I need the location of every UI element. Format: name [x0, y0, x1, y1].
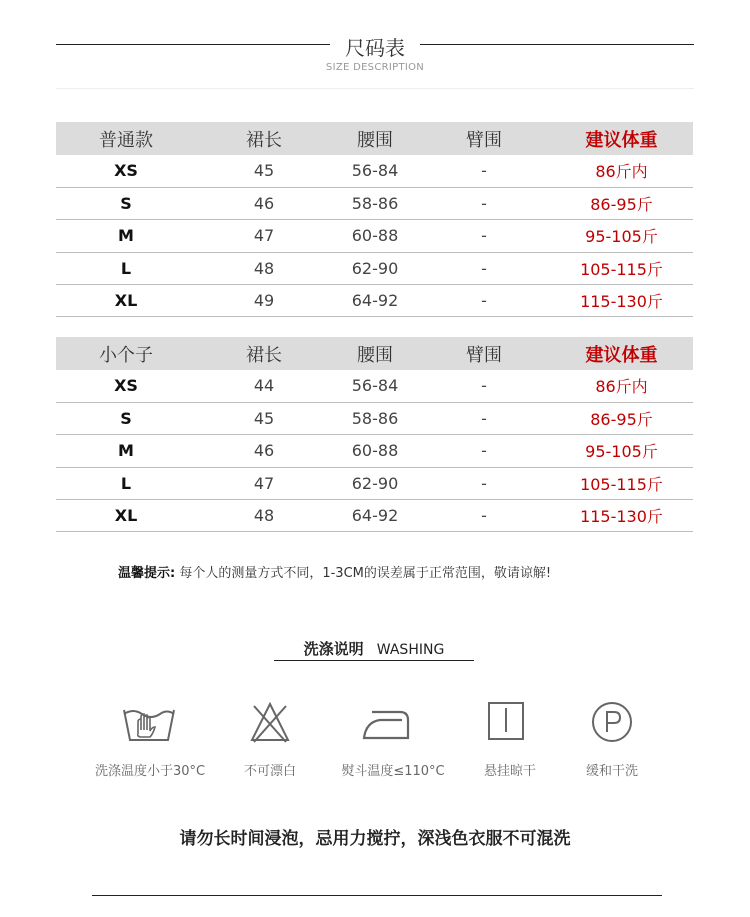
table-row — [56, 252, 693, 284]
column-header-fit: 普通款 — [56, 122, 196, 155]
size-cell: S — [56, 187, 196, 219]
table-row — [56, 435, 693, 467]
size-cell: XL — [56, 285, 196, 317]
iron-icon — [360, 700, 404, 744]
hand-wash-icon — [120, 700, 164, 744]
weight-cell: 105-115斤 — [550, 467, 693, 499]
length-cell: 46 — [196, 187, 332, 219]
tip-text: 每个人的测量方式不同，1-3CM的误差属于正常范围，敬请谅解! — [179, 566, 552, 581]
washing-section-title — [274, 638, 474, 662]
waist-cell: 64-92 — [332, 285, 418, 317]
waist-cell: 60-88 — [332, 435, 418, 467]
arm-cell: - — [418, 467, 550, 499]
washing-title-cn: 洗涤说明 — [303, 640, 364, 658]
table-row — [56, 220, 693, 252]
arm-cell: - — [418, 285, 550, 317]
size-table-regular — [56, 122, 693, 317]
weight-cell: 86斤内 — [550, 370, 693, 402]
column-header-length: 裙长 — [196, 337, 332, 370]
column-header-weight: 建议体重 — [550, 122, 693, 155]
length-cell: 47 — [196, 467, 332, 499]
washing-warning: 请勿长时间浸泡，忌用力搅拧，深浅色衣服不可混洗 — [179, 829, 571, 849]
footer-divider — [92, 895, 662, 896]
arm-cell: - — [418, 402, 550, 434]
column-header-arm: 臂围 — [418, 337, 550, 370]
tip-label: 温馨提示: — [118, 566, 176, 581]
table-row — [56, 285, 693, 317]
size-cell: XS — [56, 155, 196, 187]
waist-cell: 60-88 — [332, 220, 418, 252]
size-table-petite — [56, 337, 693, 532]
table-row — [56, 187, 693, 219]
length-cell: 44 — [196, 370, 332, 402]
size-cell: M — [56, 435, 196, 467]
arm-cell: - — [418, 435, 550, 467]
column-header-weight: 建议体重 — [550, 337, 693, 370]
page-title: 尺码表 — [345, 36, 405, 60]
weight-cell: 86-95斤 — [550, 402, 693, 434]
wash-label-hand-wash: 洗涤温度小于30°C — [94, 764, 206, 779]
page-subtitle: SIZE DESCRIPTION — [325, 62, 425, 73]
measurement-tip — [118, 562, 551, 581]
weight-cell: 86-95斤 — [550, 187, 693, 219]
weight-cell: 95-105斤 — [550, 220, 693, 252]
wash-label-dry-clean: 缓和干洗 — [585, 764, 638, 779]
length-cell: 49 — [196, 285, 332, 317]
table-header-row — [56, 122, 693, 155]
arm-cell: - — [418, 500, 550, 532]
length-cell: 47 — [196, 220, 332, 252]
column-header-arm: 臂围 — [418, 122, 550, 155]
table-row — [56, 155, 693, 187]
table-row — [56, 370, 693, 402]
weight-cell: 105-115斤 — [550, 252, 693, 284]
column-header-waist: 腰围 — [332, 337, 418, 370]
length-cell: 48 — [196, 500, 332, 532]
washing-title-en: WASHING — [376, 642, 445, 658]
length-cell: 45 — [196, 402, 332, 434]
column-header-length: 裙长 — [196, 122, 332, 155]
weight-cell: 115-130斤 — [550, 285, 693, 317]
table-row — [56, 467, 693, 499]
wash-label-iron: 熨斗温度≤110°C — [341, 764, 445, 779]
size-cell: M — [56, 220, 196, 252]
waist-cell: 56-84 — [332, 370, 418, 402]
size-cell: XL — [56, 500, 196, 532]
arm-cell: - — [418, 252, 550, 284]
length-cell: 48 — [196, 252, 332, 284]
length-cell: 45 — [196, 155, 332, 187]
waist-cell: 64-92 — [332, 500, 418, 532]
weight-cell: 86斤内 — [550, 155, 693, 187]
table-row — [56, 402, 693, 434]
size-cell: XS — [56, 370, 196, 402]
table-header-row — [56, 337, 693, 370]
waist-cell: 58-86 — [332, 402, 418, 434]
arm-cell: - — [418, 220, 550, 252]
dry-clean-icon — [590, 700, 634, 744]
hang-dry-icon — [486, 700, 530, 744]
wash-label-no-bleach: 不可漂白 — [243, 764, 296, 779]
arm-cell: - — [418, 187, 550, 219]
size-chart-header — [56, 28, 694, 88]
wash-label-hang-dry: 悬挂晾干 — [483, 764, 536, 779]
waist-cell: 62-90 — [332, 252, 418, 284]
waist-cell: 56-84 — [332, 155, 418, 187]
size-cell: L — [56, 252, 196, 284]
arm-cell: - — [418, 370, 550, 402]
no-bleach-icon — [248, 700, 292, 744]
table-row — [56, 500, 693, 532]
column-header-waist: 腰围 — [332, 122, 418, 155]
length-cell: 46 — [196, 435, 332, 467]
weight-cell: 115-130斤 — [550, 500, 693, 532]
waist-cell: 58-86 — [332, 187, 418, 219]
washing-title-underline — [274, 660, 474, 661]
arm-cell: - — [418, 155, 550, 187]
waist-cell: 62-90 — [332, 467, 418, 499]
column-header-fit: 小个子 — [56, 337, 196, 370]
size-cell: S — [56, 402, 196, 434]
size-cell: L — [56, 467, 196, 499]
header-divider — [56, 88, 694, 89]
weight-cell: 95-105斤 — [550, 435, 693, 467]
